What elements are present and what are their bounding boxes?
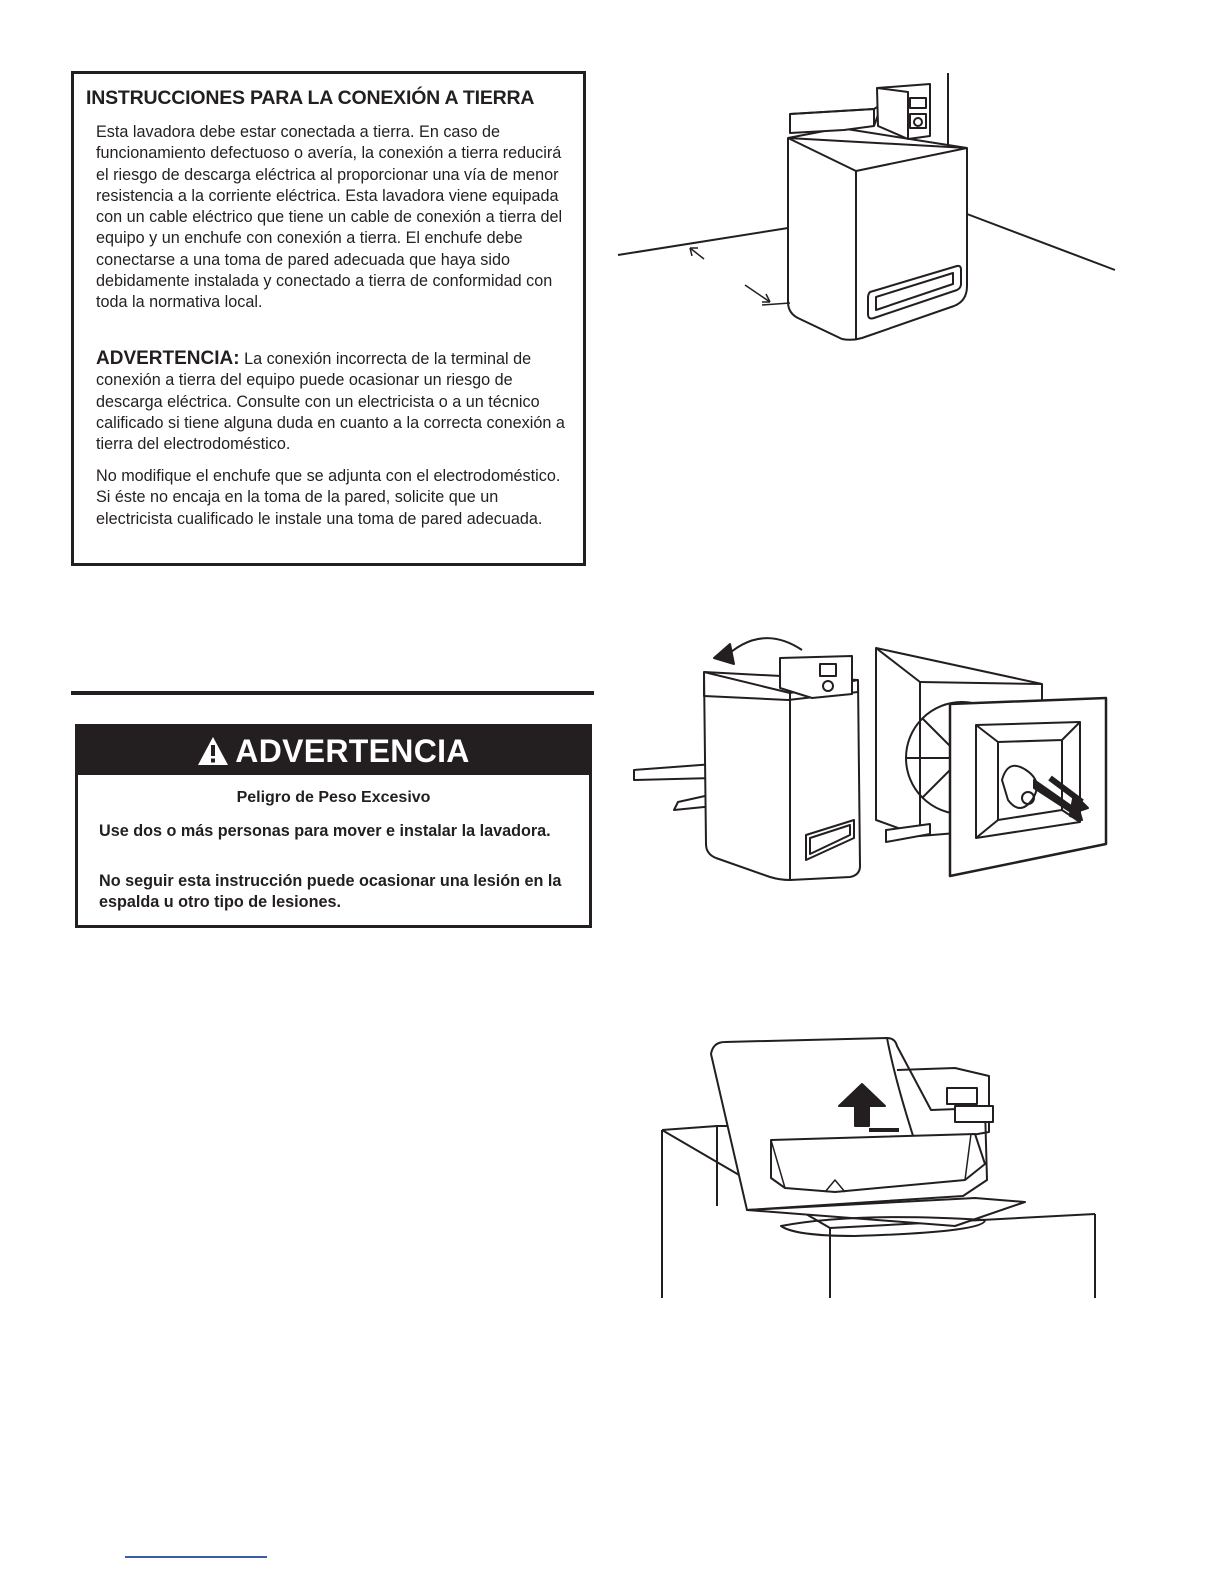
grounding-paragraph-2 [96, 348, 566, 455]
warning-header [78, 727, 589, 775]
grounding-title: INSTRUCCIONES PARA LA CONEXIÓN A TIERRA [86, 87, 535, 109]
grounding-paragraph-1: Esta lavadora debe estar conectada a tierra. En caso de funcionamiento defectuoso o avería, la conexión a tierra reducirá el riesgo de descarga eléctrica al proporcionar una vía de menor resistencia a la corriente eléctrica. Esta lavadora viene equipada con un cable eléctrico que tiene un cable de conexión a tierra del equipo y un enchufe con conexión a tierra. El enchufe debe conectarse a una toma de pared adecuada que haya sido debidamente instalada y conectado a tierra de conformidad con toda la normativa local. [96, 123, 563, 312]
warning-line-1: Use dos o más personas para mover e instalar la lavadora. [99, 822, 551, 840]
warning-line-2: No seguir esta instrucción puede ocasionar una lesión en la espalda u otro tipo de lesiones. [99, 872, 562, 911]
washer-clearance-illustration [612, 66, 1122, 351]
warning-triangle-icon [197, 736, 229, 766]
grounding-paragraph-3: No modifique el enchufe que se adjunta con el electrodoméstico. Si éste no encaja en la toma de la pared, solicite que un electricista cualificado le instale una toma de pared adecuada. [96, 467, 561, 528]
weight-warning-box [75, 724, 592, 928]
washer-tipping-illustration [630, 630, 1120, 885]
grounding-instructions-box [71, 71, 586, 566]
lid-open-illustration [655, 1030, 1105, 1302]
warning-subtitle: Peligro de Peso Excesivo [236, 789, 431, 806]
warning-header-text: ADVERTENCIA [235, 732, 470, 769]
grounding-paragraph-2-text: La conexión incorrecta de la terminal de conexión a tierra del equipo puede ocasionar un riesgo de descarga eléctrica. Consulte con un electricista o a un técnico calificado si tiene alguna duda en cuanto a la correcta conexión a tierra del electrodoméstico. [96, 350, 565, 454]
section-divider [71, 691, 594, 695]
footer-link-underline [125, 1556, 267, 1558]
warning-label: ADVERTENCIA: [96, 348, 240, 369]
